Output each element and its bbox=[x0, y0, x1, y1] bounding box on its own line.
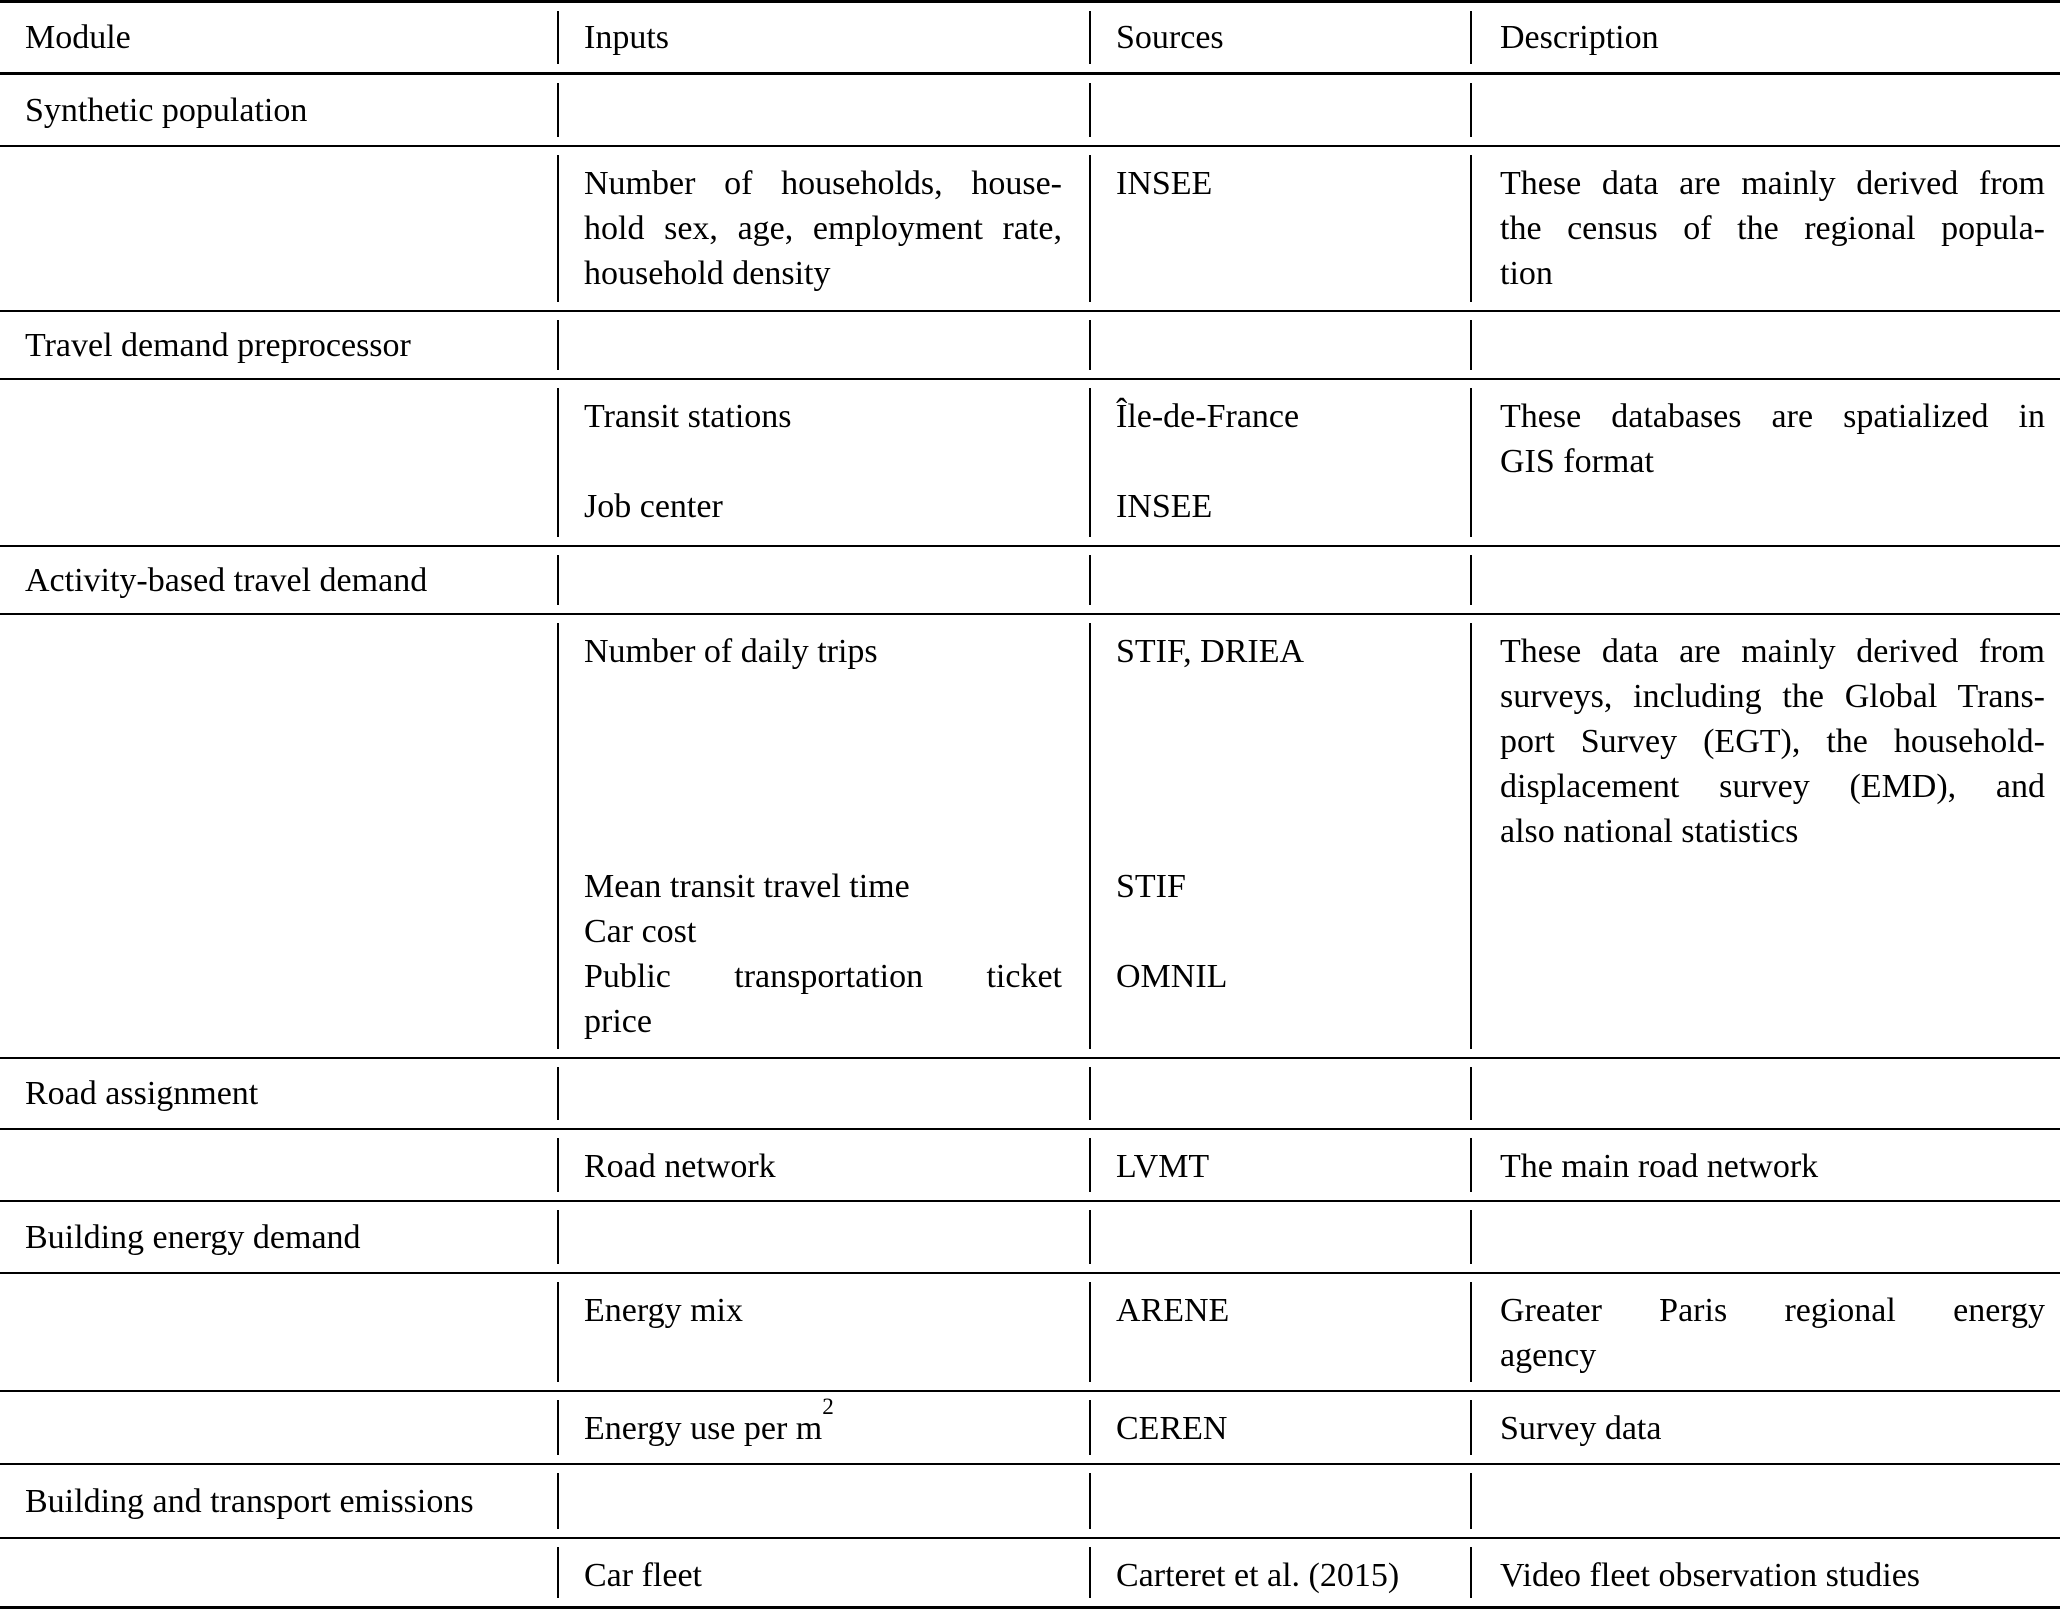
column-separator bbox=[1089, 1138, 1091, 1192]
column-separator bbox=[1470, 1067, 1472, 1120]
text-line: Car cost bbox=[584, 913, 697, 950]
module-section-row bbox=[0, 547, 2060, 615]
cell-text-block bbox=[1500, 394, 2045, 484]
data-row bbox=[0, 1392, 2060, 1465]
column-separator bbox=[1089, 83, 1091, 137]
text-line: tion bbox=[1500, 255, 1553, 292]
text-line: LVMT bbox=[1116, 1148, 1210, 1185]
data-row bbox=[0, 380, 2060, 547]
column-separator bbox=[1089, 1547, 1091, 1598]
description-cell bbox=[1470, 1539, 2060, 1606]
sources-cell bbox=[1089, 547, 1470, 613]
description-cell bbox=[1470, 1130, 2060, 1200]
column-separator bbox=[1089, 1210, 1091, 1264]
column-header-sources bbox=[1089, 3, 1470, 72]
sources-cell bbox=[1089, 1392, 1470, 1463]
column-separator bbox=[1089, 388, 1091, 537]
inputs-cell bbox=[557, 1130, 1089, 1200]
column-separator bbox=[1089, 155, 1091, 302]
text-line: hold sex, age, employment rate, bbox=[584, 210, 1062, 247]
text-line: Energy use per $m^2$ bbox=[584, 1393, 834, 1447]
text-line: Transit stations bbox=[584, 398, 792, 435]
cell-text-block bbox=[1116, 1553, 1455, 1598]
data-row bbox=[0, 147, 2060, 312]
module-cell bbox=[0, 1465, 557, 1537]
text-line: price bbox=[584, 1003, 652, 1040]
description-cell bbox=[1470, 1274, 2060, 1390]
column-separator bbox=[1470, 555, 1472, 605]
cell-text-block bbox=[1116, 484, 1455, 529]
column-separator bbox=[1089, 1282, 1091, 1382]
module-cell bbox=[0, 147, 557, 310]
cell-text-block bbox=[584, 1288, 1062, 1333]
sources-cell bbox=[1089, 1274, 1470, 1390]
column-separator bbox=[1470, 623, 1472, 1049]
cell-text-block bbox=[1116, 864, 1455, 909]
column-header-label: Inputs bbox=[584, 19, 669, 56]
column-separator bbox=[557, 1067, 559, 1120]
module-section-row bbox=[0, 312, 2060, 380]
cell-text-block bbox=[1500, 629, 2045, 854]
description-cell bbox=[1470, 312, 2060, 378]
text-line: INSEE bbox=[1116, 165, 1213, 202]
column-header-label: Module bbox=[25, 19, 131, 56]
column-separator bbox=[557, 11, 559, 64]
column-separator bbox=[557, 555, 559, 605]
description-cell bbox=[1470, 547, 2060, 613]
data-row bbox=[0, 1130, 2060, 1202]
description-cell bbox=[1470, 615, 2060, 1057]
text-line: These databases are spatialized in bbox=[1500, 398, 2045, 435]
cell-text-block bbox=[584, 161, 1062, 296]
inputs-cell bbox=[557, 1465, 1089, 1537]
description-cell bbox=[1470, 1392, 2060, 1463]
cell-text-block bbox=[1116, 1406, 1455, 1451]
inputs-cell bbox=[557, 615, 1089, 1057]
column-separator bbox=[1089, 555, 1091, 605]
module-section-row bbox=[0, 75, 2060, 147]
inputs-cell bbox=[557, 380, 1089, 545]
cell-text-block bbox=[584, 629, 1062, 674]
cell-text-block bbox=[584, 954, 1062, 1044]
column-separator bbox=[1470, 1138, 1472, 1192]
column-separator bbox=[557, 320, 559, 370]
module-section-label: Building energy demand bbox=[25, 1218, 361, 1256]
description-cell bbox=[1470, 75, 2060, 145]
module-section-label: Building and transport emissions bbox=[25, 1482, 474, 1520]
text-line: the census of the regional popula- bbox=[1500, 210, 2045, 247]
text-line: displacement survey (EMD), and bbox=[1500, 768, 2045, 805]
cell-text-block bbox=[1116, 1288, 1455, 1333]
column-separator bbox=[557, 1138, 559, 1192]
column-separator bbox=[1089, 1473, 1091, 1529]
text-line: Mean transit travel time bbox=[584, 868, 910, 905]
column-separator bbox=[557, 1547, 559, 1598]
column-separator bbox=[557, 623, 559, 1049]
text-line: CEREN bbox=[1116, 1410, 1228, 1447]
column-header-description bbox=[1470, 3, 2060, 72]
cell-text-block bbox=[584, 1393, 1062, 1451]
text-line: GIS format bbox=[1500, 443, 1654, 480]
module-section-label: Road assignment bbox=[25, 1075, 259, 1112]
text-line: Video fleet observation studies bbox=[1500, 1557, 1921, 1594]
text-line: These data are mainly derived from bbox=[1500, 633, 2045, 670]
description-cell bbox=[1470, 1465, 2060, 1537]
sources-cell bbox=[1089, 147, 1470, 310]
text-line: Public transportation ticket bbox=[584, 958, 1062, 995]
text-line: Carteret et al. (2015) bbox=[1116, 1557, 1400, 1594]
inputs-cell bbox=[557, 1059, 1089, 1128]
description-cell bbox=[1470, 1202, 2060, 1272]
inputs-cell bbox=[557, 1539, 1089, 1606]
column-separator bbox=[1089, 11, 1091, 64]
module-cell bbox=[0, 1392, 557, 1463]
cell-text-block bbox=[584, 909, 1062, 954]
cell-text-block bbox=[1116, 954, 1455, 999]
text-line: agency bbox=[1500, 1337, 1597, 1374]
text-line: STIF, DRIEA bbox=[1116, 633, 1305, 670]
cell-text-block bbox=[1500, 1406, 2045, 1451]
module-cell bbox=[0, 1274, 557, 1390]
text-line: Number of daily trips bbox=[584, 633, 878, 670]
column-separator bbox=[557, 83, 559, 137]
column-separator bbox=[557, 1473, 559, 1529]
cell-text-block bbox=[584, 394, 1062, 439]
text-line: Survey data bbox=[1500, 1410, 1662, 1447]
description-cell bbox=[1470, 147, 2060, 310]
inputs-cell bbox=[557, 75, 1089, 145]
column-header-module bbox=[0, 3, 557, 72]
module-cell bbox=[0, 75, 557, 145]
column-separator bbox=[1470, 1282, 1472, 1382]
inputs-cell bbox=[557, 1274, 1089, 1390]
data-row bbox=[0, 615, 2060, 1059]
text-line: Car fleet bbox=[584, 1557, 702, 1594]
column-separator bbox=[557, 1210, 559, 1264]
inputs-cell bbox=[557, 147, 1089, 310]
cell-text-block bbox=[584, 864, 1062, 909]
module-section-label: Activity-based travel demand bbox=[25, 561, 428, 599]
module-section-row bbox=[0, 1202, 2060, 1274]
cell-text-block bbox=[584, 484, 1062, 529]
table-header-row bbox=[0, 3, 2060, 75]
text-line: Île-de-France bbox=[1116, 398, 1300, 435]
column-separator bbox=[1089, 320, 1091, 370]
text-line: The main road network bbox=[1500, 1148, 1819, 1185]
cell-text-block bbox=[584, 1144, 1062, 1189]
cell-text-block bbox=[1116, 1144, 1455, 1189]
sources-cell bbox=[1089, 615, 1470, 1057]
sources-cell bbox=[1089, 1465, 1470, 1537]
text-line: Job center bbox=[584, 488, 723, 525]
text-line: Number of households, house- bbox=[584, 165, 1062, 202]
column-separator bbox=[1470, 1400, 1472, 1455]
sources-cell bbox=[1089, 1539, 1470, 1606]
column-separator bbox=[1470, 155, 1472, 302]
description-cell bbox=[1470, 380, 2060, 545]
text-line: household density bbox=[584, 255, 831, 292]
column-separator bbox=[557, 1400, 559, 1455]
text-line: These data are mainly derived from bbox=[1500, 165, 2045, 202]
column-header-inputs bbox=[557, 3, 1089, 72]
inputs-cell bbox=[557, 1202, 1089, 1272]
module-section-label: Synthetic population bbox=[25, 91, 308, 129]
sources-cell bbox=[1089, 1130, 1470, 1200]
column-separator bbox=[557, 388, 559, 537]
cell-text-block bbox=[584, 1553, 1062, 1598]
module-section-row bbox=[0, 1059, 2060, 1130]
sources-cell bbox=[1089, 1059, 1470, 1128]
column-separator bbox=[1470, 11, 1472, 64]
column-separator bbox=[1470, 1210, 1472, 1264]
module-cell bbox=[0, 1059, 557, 1128]
module-cell bbox=[0, 380, 557, 545]
column-separator bbox=[1470, 83, 1472, 137]
cell-text-block bbox=[1500, 161, 2045, 296]
inputs-cell bbox=[557, 312, 1089, 378]
superscript: 2 bbox=[822, 1393, 834, 1420]
data-row bbox=[0, 1539, 2060, 1606]
cell-text-block bbox=[1116, 629, 1455, 674]
text-line: ARENE bbox=[1116, 1292, 1230, 1329]
column-separator bbox=[557, 155, 559, 302]
text-line: OMNIL bbox=[1116, 958, 1228, 995]
sources-cell bbox=[1089, 1202, 1470, 1272]
text-line: Energy mix bbox=[584, 1292, 743, 1329]
text-line: port Survey (EGT), the household- bbox=[1500, 723, 2045, 760]
cell-text-block bbox=[1116, 161, 1455, 206]
text-line: surveys, including the Global Trans- bbox=[1500, 678, 2045, 715]
cell-text-block bbox=[1116, 394, 1455, 439]
module-cell bbox=[0, 1539, 557, 1606]
sources-cell bbox=[1089, 75, 1470, 145]
data-row bbox=[0, 1274, 2060, 1392]
column-separator bbox=[1089, 623, 1091, 1049]
module-cell bbox=[0, 1202, 557, 1272]
sources-cell bbox=[1089, 312, 1470, 378]
column-separator bbox=[1470, 388, 1472, 537]
column-header-label: Description bbox=[1500, 19, 1659, 56]
description-cell bbox=[1470, 1059, 2060, 1128]
column-separator bbox=[557, 1282, 559, 1382]
column-separator bbox=[1470, 1473, 1472, 1529]
column-separator bbox=[1470, 1547, 1472, 1598]
sources-cell bbox=[1089, 380, 1470, 545]
module-section-row bbox=[0, 1465, 2060, 1539]
column-separator bbox=[1089, 1400, 1091, 1455]
text-line: INSEE bbox=[1116, 488, 1213, 525]
inputs-cell bbox=[557, 1392, 1089, 1463]
text-line: Greater Paris regional energy bbox=[1500, 1292, 2045, 1329]
module-cell bbox=[0, 312, 557, 378]
text-line: STIF bbox=[1116, 868, 1186, 905]
text-line: also national statistics bbox=[1500, 813, 1799, 850]
text-line: Road network bbox=[584, 1148, 776, 1185]
column-separator bbox=[1470, 320, 1472, 370]
column-separator bbox=[1089, 1067, 1091, 1120]
cell-text-block bbox=[1500, 1288, 2045, 1378]
column-header-label: Sources bbox=[1116, 19, 1224, 56]
inputs-cell bbox=[557, 547, 1089, 613]
module-cell bbox=[0, 1130, 557, 1200]
module-cell bbox=[0, 547, 557, 613]
module-section-label: Travel demand preprocessor bbox=[25, 326, 411, 364]
module-cell bbox=[0, 615, 557, 1057]
cell-text-block bbox=[1500, 1144, 2045, 1189]
cell-text-block bbox=[1500, 1553, 2045, 1598]
